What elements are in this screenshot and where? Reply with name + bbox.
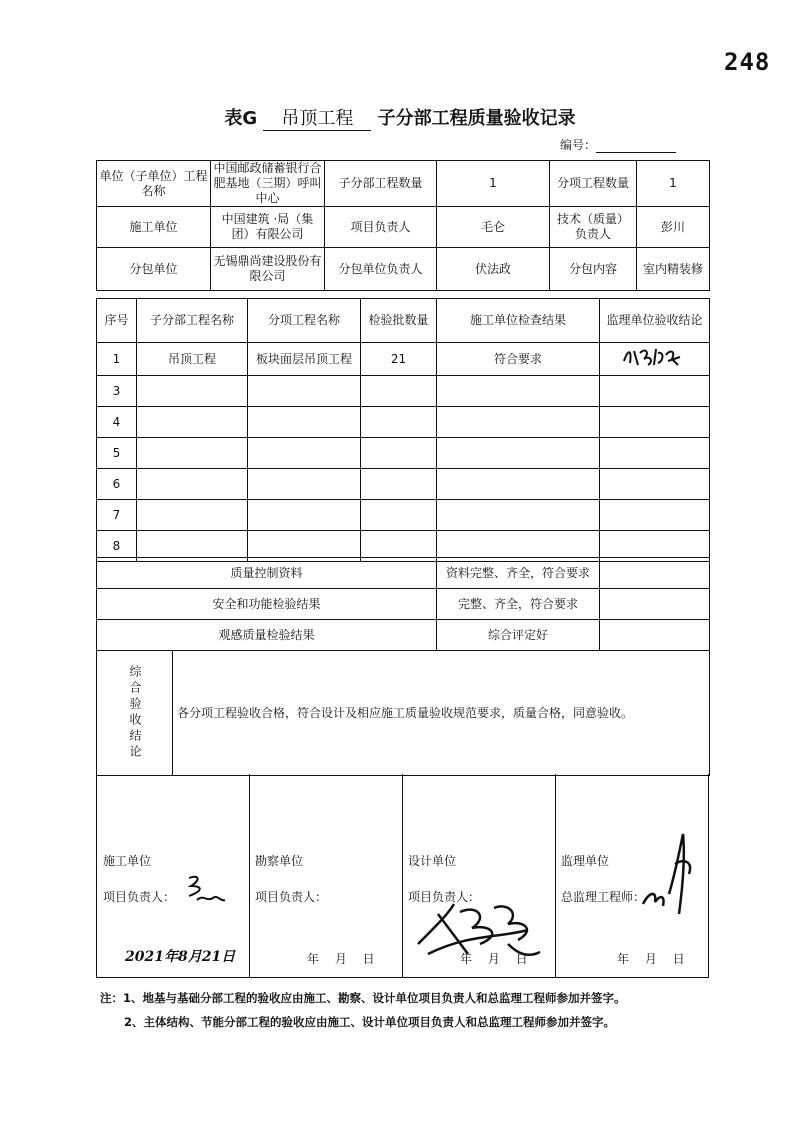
sub-label: 分包单位 <box>97 248 211 291</box>
item-count-value: 1 <box>637 161 710 207</box>
row-no: 4 <box>97 407 137 438</box>
row-sub <box>137 469 248 500</box>
row-result <box>437 438 600 469</box>
title-prefix: 表G <box>224 108 258 129</box>
col-header-item: 分项工程名称 <box>248 299 361 343</box>
row-no: 3 <box>97 376 137 407</box>
sig-unit: 施工单位 <box>103 854 152 868</box>
row-result <box>437 500 600 531</box>
sub-head-label: 分包单位负责人 <box>325 248 437 291</box>
conclusion-label-cell <box>97 651 173 776</box>
row-count <box>361 469 437 500</box>
row-item <box>248 500 361 531</box>
summary-label: 观感质量检验结果 <box>97 620 437 651</box>
summary-label: 安全和功能检验结果 <box>97 589 437 620</box>
notes <box>100 986 740 1034</box>
unit-label: 单位（子单位）工程名称 <box>97 161 211 207</box>
summary-row <box>97 620 710 651</box>
table-row <box>97 407 710 438</box>
row-count <box>361 500 437 531</box>
summary-label: 质量控制资料 <box>97 558 437 589</box>
sub-content-label: 分包内容 <box>550 248 637 291</box>
constructor-value: 中国建筑 ·局（集团）有限公司 <box>211 207 325 248</box>
page-number: 248 <box>724 48 771 76</box>
row-conclusion <box>600 376 710 407</box>
sig-unit: 监理单位 <box>561 854 610 868</box>
table-row <box>97 438 710 469</box>
summary-result: 资料完整、齐全，符合要求 <box>437 558 600 589</box>
row-conclusion <box>600 407 710 438</box>
summary-result: 完整、齐全，符合要求 <box>437 589 600 620</box>
row-conclusion-signature <box>600 343 710 376</box>
sub-head-value: 伏法政 <box>437 248 550 291</box>
sig-date: 年 月 日 <box>617 952 691 966</box>
page-title <box>0 104 800 131</box>
row-sub <box>137 407 248 438</box>
row-result <box>437 407 600 438</box>
sig-person-label: 项目负责人： <box>255 890 328 904</box>
row-result <box>437 376 600 407</box>
sig-date: 年 月 日 <box>460 952 534 966</box>
signature-constructor <box>97 774 250 977</box>
serial-line <box>596 140 676 153</box>
row-no: 1 <box>97 343 137 376</box>
row-no: 8 <box>97 531 137 562</box>
item-list-table <box>96 298 710 562</box>
title-suffix: 子分部工程质量验收记录 <box>377 108 576 129</box>
handwritten-signature <box>639 814 699 924</box>
col-header-conclusion: 监理单位验收结论 <box>600 299 710 343</box>
row-conclusion <box>600 500 710 531</box>
tech-label: 技术（质量）负责人 <box>550 207 637 248</box>
handwritten-signature <box>620 343 690 371</box>
row-item <box>248 407 361 438</box>
row-count: 21 <box>361 343 437 376</box>
title-project: 吊顶工程 <box>263 104 371 131</box>
sub-value: 无锡鼎尚建设股份有限公司 <box>211 248 325 291</box>
row-item: 板块面层吊顶工程 <box>248 343 361 376</box>
sig-unit: 设计单位 <box>408 854 457 868</box>
summary-conclusion <box>600 589 710 620</box>
row-sub: 吊顶工程 <box>137 343 248 376</box>
row-conclusion <box>600 469 710 500</box>
signature-supervisor <box>555 774 708 977</box>
row-count <box>361 438 437 469</box>
row-no: 6 <box>97 469 137 500</box>
row-count <box>361 407 437 438</box>
summary-result: 综合评定好 <box>437 620 600 651</box>
col-header-sub: 子分部工程名称 <box>137 299 248 343</box>
info-table <box>96 160 710 291</box>
note-2: 2、主体结构、节能分部工程的验收应由施工、设计单位项目负责人和总监理工程师参加并签字。 <box>124 1015 615 1029</box>
row-item <box>248 469 361 500</box>
sig-person-label: 总监理工程师： <box>561 890 646 904</box>
sig-unit: 勘察单位 <box>255 854 304 868</box>
conclusion-label: 综合验收结论 <box>128 665 142 761</box>
summary-table <box>96 557 710 651</box>
table-row <box>97 343 710 376</box>
summary-conclusion <box>600 558 710 589</box>
col-header-count: 检验批数量 <box>361 299 437 343</box>
note-1: 注：1、地基与基础分部工程的验收应由施工、勘察、设计单位项目负责人和总监理工程师参加并签字。 <box>100 991 626 1005</box>
row-no: 5 <box>97 438 137 469</box>
signature-design <box>402 774 556 977</box>
sub-count-label: 子分部工程数量 <box>325 161 437 207</box>
summary-conclusion <box>600 620 710 651</box>
row-item <box>248 438 361 469</box>
signature-survey <box>249 774 403 977</box>
col-header-no: 序号 <box>97 299 137 343</box>
serial-label: 编号： <box>560 138 597 152</box>
constructor-label: 施工单位 <box>97 207 211 248</box>
row-item <box>248 376 361 407</box>
serial-field <box>560 136 676 153</box>
unit-value: 中国邮政储蓄银行合肥基地（三期）呼叫中心 <box>211 161 325 207</box>
sig-date: 年 月 日 <box>307 952 381 966</box>
sig-person-label: 项目负责人： <box>103 890 176 904</box>
summary-row <box>97 558 710 589</box>
sub-count-value: 1 <box>437 161 550 207</box>
col-header-result: 施工单位检查结果 <box>437 299 600 343</box>
sig-person-label: 项目负责人： <box>408 890 481 904</box>
row-conclusion <box>600 438 710 469</box>
table-row <box>97 469 710 500</box>
handwritten-signature <box>181 872 227 912</box>
conclusion-text: 各分项工程验收合格，符合设计及相应施工质量验收规范要求，质量合格，同意验收。 <box>173 651 710 776</box>
row-sub <box>137 500 248 531</box>
conclusion-table <box>96 650 710 776</box>
summary-row <box>97 589 710 620</box>
item-count-label: 分项工程数量 <box>550 161 637 207</box>
row-no: 7 <box>97 500 137 531</box>
signature-area <box>96 774 709 978</box>
pm-value: 毛仑 <box>437 207 550 248</box>
row-sub <box>137 376 248 407</box>
row-sub <box>137 438 248 469</box>
table-row <box>97 376 710 407</box>
pm-label: 项目负责人 <box>325 207 437 248</box>
sig-date-handwritten: 2021年8月21日 <box>125 949 236 965</box>
tech-value: 彭川 <box>637 207 710 248</box>
row-result <box>437 469 600 500</box>
row-count <box>361 376 437 407</box>
sub-content-value: 室内精装修 <box>637 248 710 291</box>
table-row <box>97 500 710 531</box>
row-result: 符合要求 <box>437 343 600 376</box>
